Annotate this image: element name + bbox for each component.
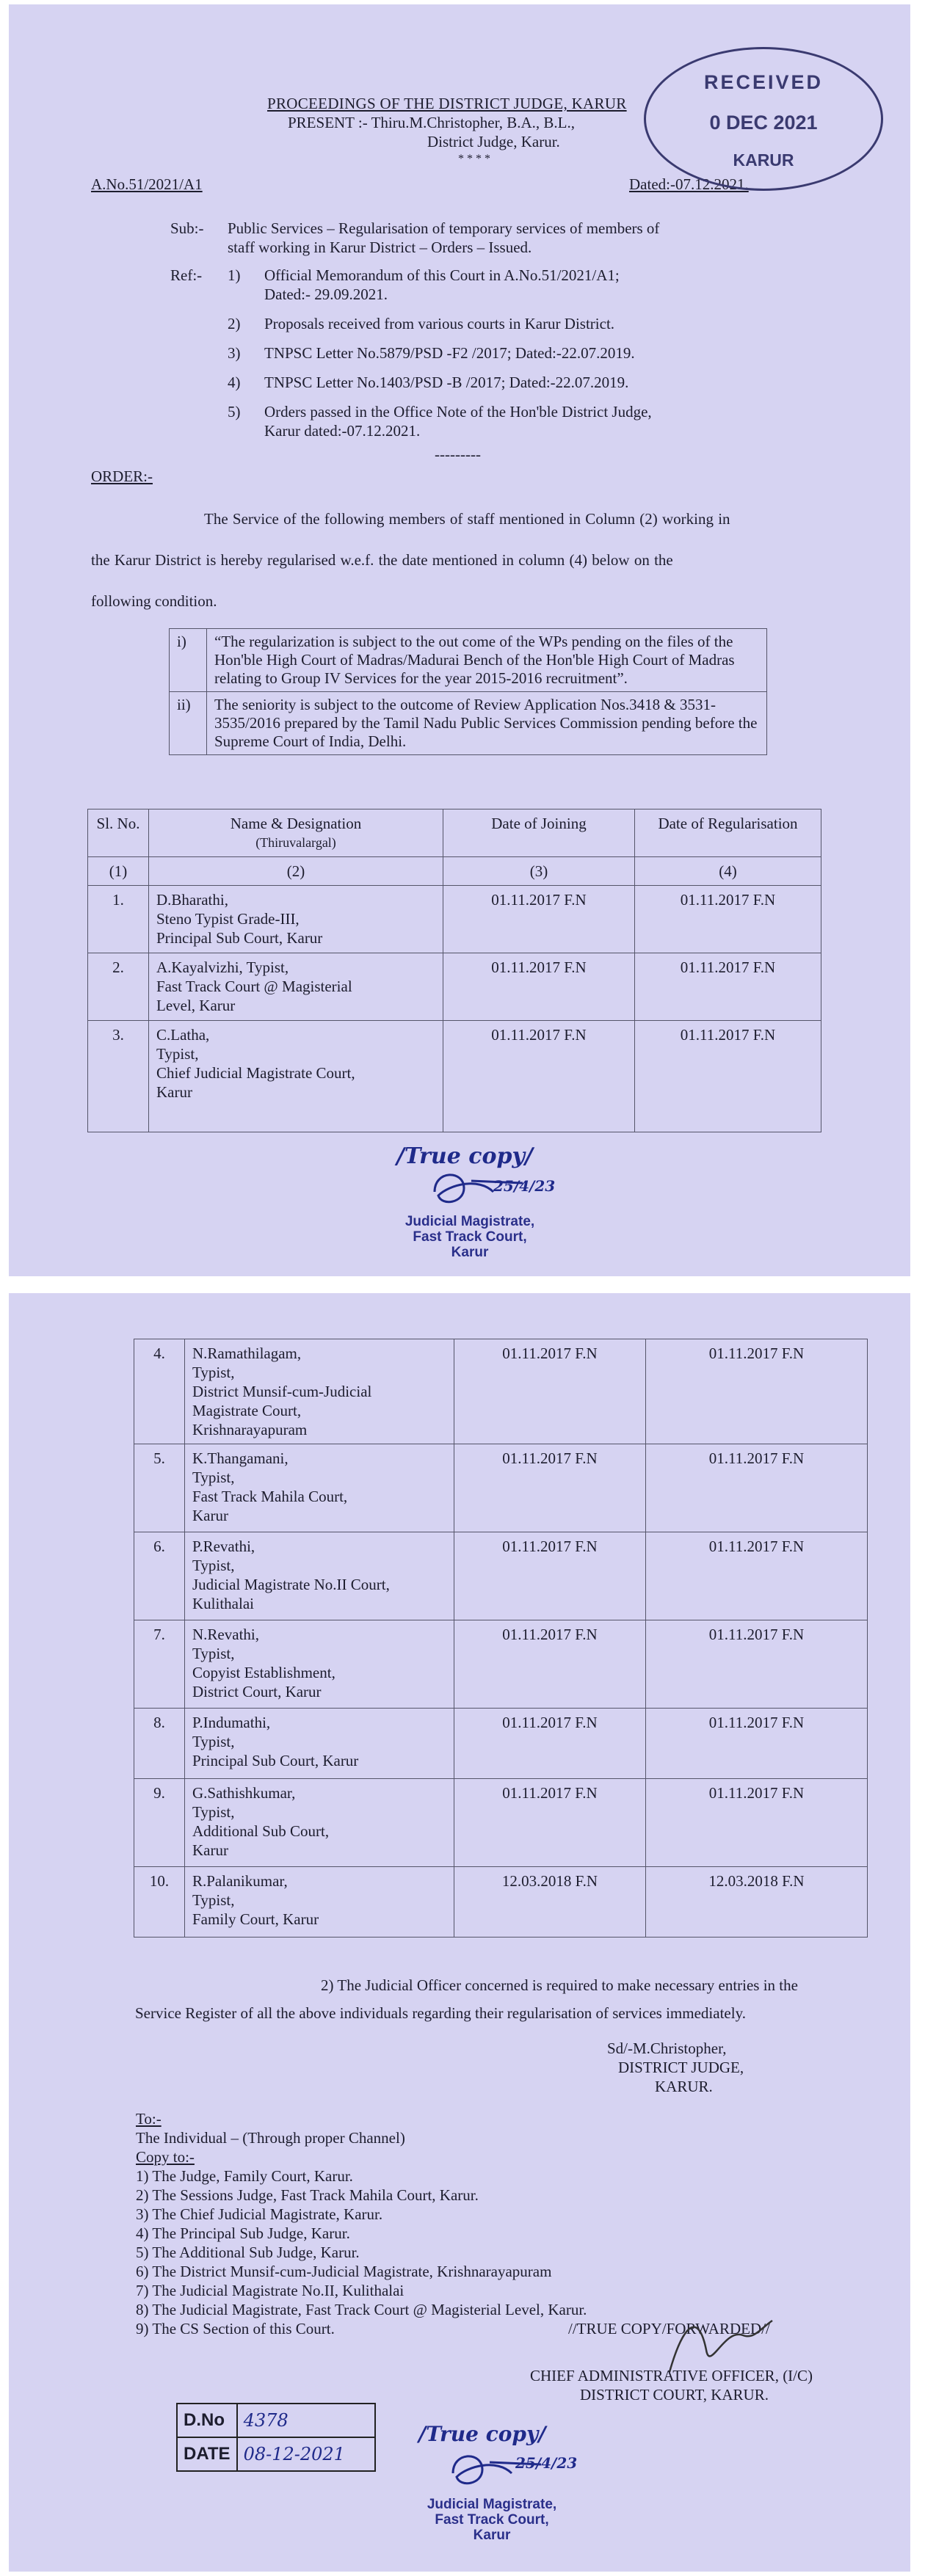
- reference-separator: ---------: [435, 445, 481, 463]
- row-date-joining: 01.11.2017 F.N: [454, 1709, 646, 1779]
- row-line: Judicial Magistrate No.II Court,: [192, 1576, 390, 1593]
- attestation-seal: [382, 1214, 558, 1260]
- reference-item-text: Orders passed in the Office Note of the Hon'ble District Judge,: [264, 403, 652, 421]
- condition-row: [170, 692, 767, 755]
- row-line: Typist,: [192, 1557, 235, 1574]
- to-label: To:-: [136, 2110, 162, 2128]
- row-name-designation: [185, 1444, 454, 1532]
- row-line: C.Latha,: [156, 1026, 210, 1044]
- column-number: (3): [443, 857, 635, 886]
- table-row: [134, 1339, 868, 1444]
- row-sl: 2.: [88, 953, 149, 1021]
- copy-item: 7) The Judicial Magistrate No.II, Kulithalai: [136, 2282, 404, 2299]
- header-name-label: Name & Designation: [230, 815, 362, 832]
- order-date: Dated:-07.12.2021.: [629, 175, 749, 193]
- row-date-regularisation: 01.11.2017 F.N: [646, 1339, 868, 1444]
- dispatch-row: [177, 2437, 375, 2471]
- row-sl: 10.: [134, 1867, 185, 1938]
- reference-item-num: 2): [228, 315, 241, 332]
- copy-item: 9) The CS Section of this Court.: [136, 2320, 335, 2337]
- row-name-designation: [185, 1709, 454, 1779]
- row-name-designation: [185, 1339, 454, 1444]
- row-sl: 7.: [134, 1620, 185, 1709]
- subject-text-1: Public Services – Regularisation of temporary services of members of: [228, 219, 660, 237]
- row-line: N.Ramathilagam,: [192, 1345, 302, 1362]
- table-row: [88, 1021, 821, 1132]
- row-date-joining: 01.11.2017 F.N: [443, 953, 635, 1021]
- header-date-regularisation: Date of Regularisation: [635, 809, 821, 857]
- officer-office: DISTRICT COURT, KARUR.: [580, 2386, 769, 2404]
- seal-line: Fast Track Court,: [435, 2512, 549, 2528]
- copy-item: 1) The Judge, Family Court, Karur.: [136, 2167, 353, 2185]
- stars-separator: * * * *: [458, 153, 490, 165]
- table-row: [88, 953, 821, 1021]
- staff-table-page-1: [87, 809, 821, 1132]
- true-copy-handwritten: /True copy/: [396, 1143, 533, 1169]
- row-date-joining: 01.11.2017 F.N: [454, 1339, 646, 1444]
- row-date-regularisation: 01.11.2017 F.N: [646, 1779, 868, 1867]
- row-line: Typist,: [192, 1469, 235, 1486]
- row-line: A.Kayalvizhi, Typist,: [156, 958, 289, 976]
- row-line: Copyist Establishment,: [192, 1664, 335, 1681]
- column-number: (1): [88, 857, 149, 886]
- copy-item: 4) The Principal Sub Judge, Karur.: [136, 2224, 350, 2242]
- copy-item: 8) The Judicial Magistrate, Fast Track Court @ Magisterial Level, Karur.: [136, 2301, 587, 2318]
- para2-line-1: 2) The Judicial Officer concerned is required to make necessary entries in the: [321, 1976, 798, 1994]
- reference-item-text: Karur dated:-07.12.2021.: [264, 422, 421, 440]
- order-paragraph-line-3: following condition.: [91, 592, 217, 610]
- reference-number: A.No.51/2021/A1: [91, 175, 203, 193]
- designation-line: District Judge, Karur.: [427, 133, 560, 150]
- row-date-regularisation: 01.11.2017 F.N: [646, 1620, 868, 1709]
- true-copy-handwritten: /True copy/: [418, 2422, 546, 2446]
- copy-item: 6) The District Munsif-cum-Judicial Magistrate, Krishnarayapuram: [136, 2263, 552, 2280]
- row-name-designation: [185, 1867, 454, 1938]
- officer-designation: CHIEF ADMINISTRATIVE OFFICER, (I/C): [530, 2367, 813, 2384]
- seal-line: Judicial Magistrate,: [427, 2497, 557, 2512]
- table-header-row: [88, 809, 821, 857]
- table-row: [134, 1444, 868, 1532]
- table-row: [134, 1532, 868, 1620]
- row-line: Magistrate Court,: [192, 1402, 302, 1419]
- table-row: [88, 886, 821, 953]
- row-sl: 3.: [88, 1021, 149, 1132]
- row-date-regularisation: 01.11.2017 F.N: [646, 1444, 868, 1532]
- table-row: [134, 1620, 868, 1709]
- reference-item-num: 4): [228, 374, 241, 391]
- row-name-designation: [185, 1532, 454, 1620]
- row-date-joining: 01.11.2017 F.N: [454, 1779, 646, 1867]
- condition-num: i): [170, 629, 207, 692]
- row-sl: 9.: [134, 1779, 185, 1867]
- seal-line: Judicial Magistrate,: [404, 1214, 535, 1229]
- row-name-designation: [149, 1021, 443, 1132]
- condition-num: ii): [170, 692, 207, 755]
- row-date-regularisation: 12.03.2018 F.N: [646, 1867, 868, 1938]
- subject-label: Sub:-: [170, 219, 204, 237]
- row-line: Typist,: [192, 1891, 235, 1909]
- para2-line-2: Service Register of all the above individuals regarding their regularisation of services immediately.: [135, 2004, 746, 2022]
- row-name-designation: [149, 953, 443, 1021]
- row-line: N.Revathi,: [192, 1626, 259, 1643]
- row-line: Fast Track Court @ Magisterial: [156, 978, 352, 995]
- reference-item-text: Proposals received from various courts in Karur District.: [264, 315, 615, 332]
- reference-label: Ref:-: [170, 266, 203, 284]
- row-line: Additional Sub Court,: [192, 1822, 330, 1840]
- conditions-table: [169, 628, 767, 755]
- reference-item-text: TNPSC Letter No.1403/PSD -B /2017; Dated:-22.07.2019.: [264, 374, 629, 391]
- row-line: Principal Sub Court, Karur: [192, 1752, 359, 1769]
- row-line: Fast Track Mahila Court,: [192, 1488, 348, 1505]
- reference-item-num: 1): [228, 266, 241, 284]
- order-paragraph-line-2: the Karur District is hereby regularised w.e.f. the date mentioned in column (4) below on the: [91, 551, 673, 569]
- row-date-regularisation: 01.11.2017 F.N: [635, 953, 821, 1021]
- row-date-regularisation: 01.11.2017 F.N: [646, 1532, 868, 1620]
- dispatch-number-value: 4378: [237, 2404, 375, 2437]
- table-row: [134, 1779, 868, 1867]
- row-line: Typist,: [192, 1364, 235, 1381]
- dispatch-row: [177, 2404, 375, 2437]
- header-date-joining: Date of Joining: [443, 809, 635, 857]
- reference-item-text: Dated:- 29.09.2021.: [264, 285, 388, 303]
- row-line: Principal Sub Court, Karur: [156, 929, 323, 947]
- order-label: ORDER:-: [91, 467, 153, 485]
- document-page-1: [9, 4, 910, 1276]
- column-number: (4): [635, 857, 821, 886]
- row-line: Typist,: [192, 1733, 235, 1750]
- order-paragraph-line-1: The Service of the following members of staff mentioned in Column (2) working in: [204, 510, 730, 528]
- document-page-2: [9, 1293, 910, 2572]
- signature-designation: DISTRICT JUDGE,: [618, 2059, 744, 2076]
- staff-table-page-2: [134, 1339, 868, 1938]
- row-date-regularisation: 01.11.2017 F.N: [646, 1709, 868, 1779]
- row-date-joining: 12.03.2018 F.N: [454, 1867, 646, 1938]
- table-row: [134, 1867, 868, 1938]
- stamp-date: 0 DEC 2021: [709, 112, 818, 134]
- subject-text-2: staff working in Karur District – Orders – Issued.: [228, 239, 532, 256]
- stamp-received-label: RECEIVED: [703, 71, 824, 93]
- row-date-regularisation: 01.11.2017 F.N: [635, 886, 821, 953]
- copy-to-label: Copy to:-: [136, 2148, 195, 2166]
- table-row: [134, 1709, 868, 1779]
- condition-text: The seniority is subject to the outcome of Review Application Nos.3418 & 3531-3535/2016 prepared by the Tamil Nadu Public Services Commission pending before the Supreme Court of India, Delhi.: [207, 692, 767, 755]
- attestation-date: 25/4/23: [515, 2454, 578, 2472]
- condition-row: [170, 629, 767, 692]
- present-line: PRESENT :- Thiru.M.Christopher, B.A., B.L.,: [288, 114, 575, 131]
- row-line: Krishnarayapuram: [192, 1421, 308, 1438]
- row-sl: 6.: [134, 1532, 185, 1620]
- column-number: (2): [149, 857, 443, 886]
- row-date-joining: 01.11.2017 F.N: [443, 886, 635, 953]
- reference-item-text: TNPSC Letter No.5879/PSD -F2 /2017; Dated:-22.07.2019.: [264, 344, 635, 362]
- signature-name: Sd/-M.Christopher,: [607, 2040, 727, 2057]
- row-sl: 1.: [88, 886, 149, 953]
- attestation-date: 25/4/23: [493, 1177, 556, 1195]
- row-line: Level, Karur: [156, 997, 236, 1014]
- row-line: P.Indumathi,: [192, 1714, 271, 1731]
- row-line: R.Palanikumar,: [192, 1872, 288, 1890]
- row-date-joining: 01.11.2017 F.N: [443, 1021, 635, 1132]
- header-name: [149, 809, 443, 857]
- row-line: K.Thangamani,: [192, 1449, 289, 1467]
- row-line: District Munsif-cum-Judicial: [192, 1383, 372, 1400]
- row-sl: 4.: [134, 1339, 185, 1444]
- row-line: Karur: [192, 1507, 228, 1524]
- reference-item-num: 3): [228, 344, 241, 362]
- reference-item-text: Official Memorandum of this Court in A.No.51/2021/A1;: [264, 266, 620, 284]
- row-sl: 5.: [134, 1444, 185, 1532]
- received-stamp: [644, 47, 883, 191]
- row-line: Karur: [192, 1841, 228, 1859]
- row-line: Typist,: [156, 1045, 199, 1063]
- dispatch-date-label: DATE: [177, 2437, 237, 2471]
- dispatch-number-label: D.No: [177, 2404, 237, 2437]
- copy-item: 2) The Sessions Judge, Fast Track Mahila Court, Karur.: [136, 2186, 479, 2204]
- to-text: The Individual – (Through proper Channel): [136, 2129, 405, 2147]
- true-copy-forwarded: //TRUE COPY/FORWARDED//: [568, 2320, 770, 2337]
- row-line: Typist,: [192, 1645, 235, 1662]
- stamp-place: KARUR: [733, 150, 794, 170]
- row-date-joining: 01.11.2017 F.N: [454, 1620, 646, 1709]
- row-line: Kulithalai: [192, 1595, 254, 1612]
- proceedings-title: PROCEEDINGS OF THE DISTRICT JUDGE, KARUR: [267, 95, 627, 112]
- row-line: D.Bharathi,: [156, 891, 228, 909]
- row-line: Typist,: [192, 1803, 235, 1821]
- reference-item-num: 5): [228, 403, 241, 421]
- condition-text: “The regularization is subject to the out come of the WPs pending on the files of the Hon'ble High Court of Madras/Madurai Bench of the Hon'ble High Court of Madras relating to Group IV Services for the year 2015-2016 recruitment”.: [207, 629, 767, 692]
- row-line: Steno Typist Grade-III,: [156, 910, 300, 928]
- row-name-designation: [149, 886, 443, 953]
- row-date-regularisation: 01.11.2017 F.N: [635, 1021, 821, 1132]
- copy-item: 3) The Chief Judicial Magistrate, Karur.: [136, 2205, 383, 2223]
- row-line: Karur: [156, 1083, 192, 1101]
- row-line: Chief Judicial Magistrate Court,: [156, 1064, 355, 1082]
- row-date-joining: 01.11.2017 F.N: [454, 1532, 646, 1620]
- row-line: G.Sathishkumar,: [192, 1784, 296, 1802]
- row-line: P.Revathi,: [192, 1538, 255, 1555]
- header-sl-no: Sl. No.: [88, 809, 149, 857]
- dispatch-date-value: 08-12-2021: [237, 2437, 375, 2471]
- row-name-designation: [185, 1620, 454, 1709]
- dispatch-box: [176, 2403, 376, 2472]
- row-date-joining: 01.11.2017 F.N: [454, 1444, 646, 1532]
- seal-line: Karur: [473, 2528, 511, 2543]
- seal-line: Karur: [451, 1245, 489, 1260]
- column-number-row: [88, 857, 821, 886]
- attestation-seal: [404, 2497, 580, 2543]
- seal-line: Fast Track Court,: [413, 1229, 527, 1245]
- header-name-sub: (Thiruvalargal): [255, 835, 336, 850]
- row-line: Family Court, Karur: [192, 1910, 319, 1928]
- copy-item: 5) The Additional Sub Judge, Karur.: [136, 2244, 360, 2261]
- row-name-designation: [185, 1779, 454, 1867]
- signature-place: KARUR.: [655, 2078, 713, 2095]
- row-sl: 8.: [134, 1709, 185, 1779]
- row-line: District Court, Karur: [192, 1683, 322, 1700]
